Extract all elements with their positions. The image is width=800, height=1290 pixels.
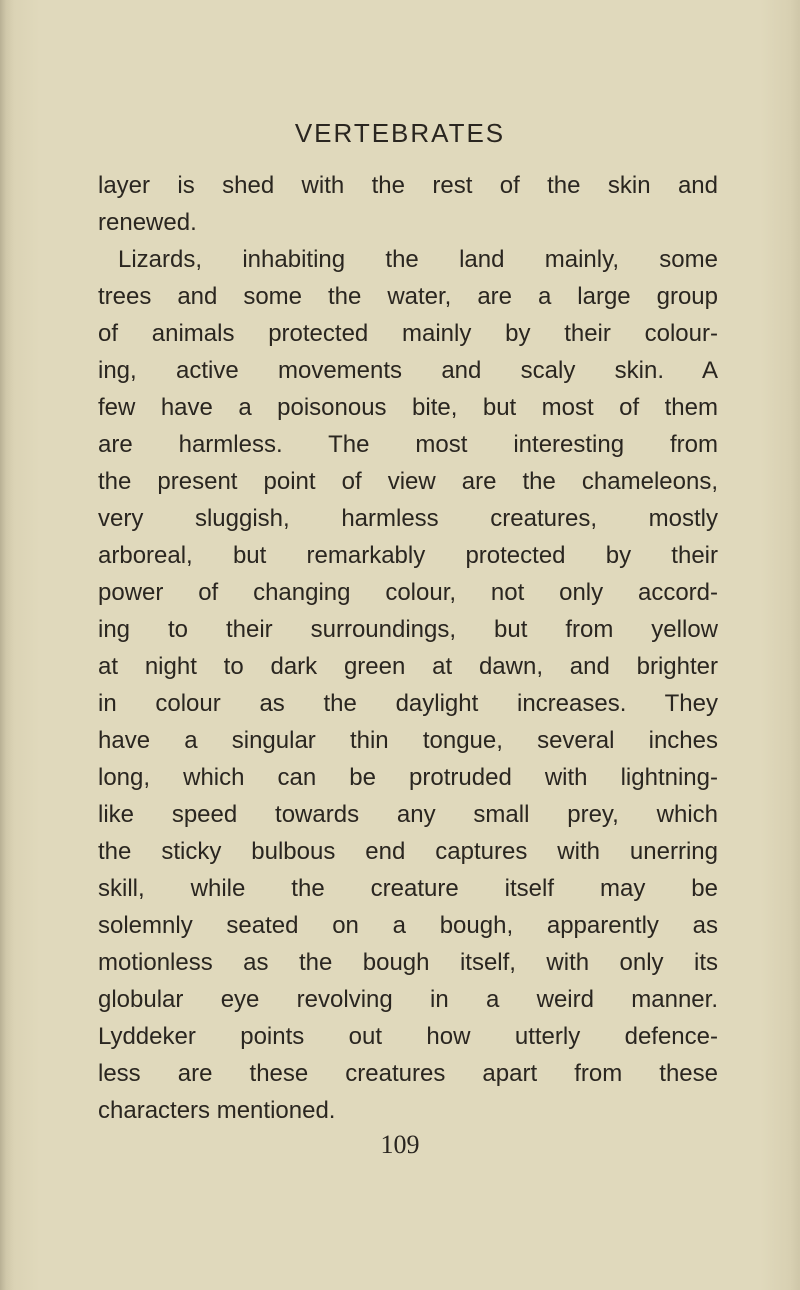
page-number: 109 [380, 1130, 420, 1159]
text-line: layer is shed with the rest of the skin and [98, 172, 718, 199]
text-line: the sticky bulbous end captures with unerring [98, 838, 718, 865]
text-line: renewed. [98, 209, 197, 236]
text-line: in colour as the daylight increases. They [98, 690, 718, 717]
text-line: are harmless. The most interesting from [98, 431, 718, 458]
text-line: power of changing colour, not only accord- [98, 579, 718, 606]
text-line: of animals protected mainly by their colour- [98, 320, 718, 347]
text-line: long, which can be protruded with lightning- [98, 764, 718, 791]
text-line: at night to dark green at dawn, and brighter [98, 653, 718, 680]
text-line: the present point of view are the chameleons, [98, 468, 718, 495]
text-line: characters mentioned. [98, 1097, 336, 1124]
text-line: less are these creatures apart from these [98, 1060, 718, 1087]
text-line: skill, while the creature itself may be [98, 875, 718, 902]
text-line: Lyddeker points out how utterly defence- [98, 1023, 718, 1050]
text-line: solemnly seated on a bough, apparently as [98, 912, 718, 939]
running-head: VERTEBRATES [294, 118, 506, 148]
text-line: like speed towards any small prey, which [98, 801, 718, 828]
text-line: Lizards, inhabiting the land mainly, some [118, 246, 718, 273]
text-line: ing, active movements and scaly skin. A [98, 357, 718, 384]
text-line: have a singular thin tongue, several inches [98, 727, 718, 754]
text-line: ing to their surroundings, but from yellow [98, 616, 718, 643]
text-line: very sluggish, harmless creatures, mostly [98, 505, 718, 532]
text-line: few have a poisonous bite, but most of them [98, 394, 718, 421]
text-line: motionless as the bough itself, with only its [98, 949, 718, 976]
text-line: arboreal, but remarkably protected by their [98, 542, 718, 569]
text-line: trees and some the water, are a large group [98, 283, 718, 310]
text-line: globular eye revolving in a weird manner. [98, 986, 718, 1013]
